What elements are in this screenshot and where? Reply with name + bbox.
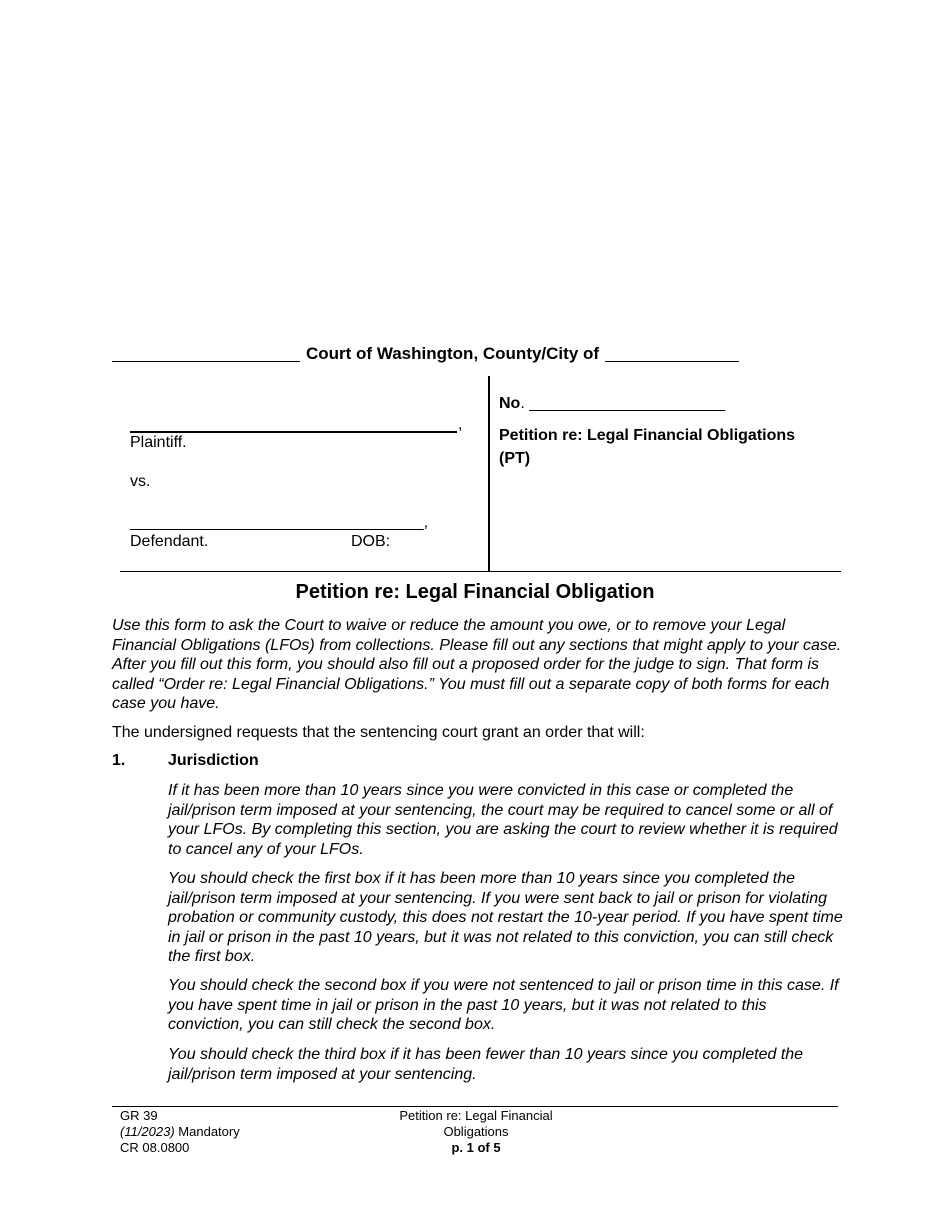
defendant-name-line[interactable]: _________________________________, [130, 514, 429, 531]
plaintiff-label: Plaintiff. [130, 434, 187, 451]
caption-divider [488, 376, 490, 571]
dob-label: DOB: [351, 533, 391, 550]
section-paragraph: You should check the third box if it has been fewer than 10 years since you completed the jail/prison term imposed at your sentencing. [168, 1046, 804, 1083]
footer-date: (11/2023) [120, 1124, 175, 1139]
plaintiff-name-line[interactable] [130, 431, 457, 433]
petition-caption-line2: (PT) [499, 450, 531, 467]
court-header [112, 344, 772, 364]
petition-caption-title [499, 424, 795, 470]
footer-rule-number: GR 39 [120, 1108, 158, 1123]
court-name-blank[interactable] [112, 361, 300, 362]
request-line: The undersigned requests that the sentencing court grant an order that will: [112, 724, 645, 741]
footer-center [370, 1108, 582, 1156]
section-paragraph: You should check the second box if you were not sentenced to jail or prison time in this case. If you have spent time in jail or prison in the past 10 years, but it was not related to this conviction, you can still check the second box. [168, 977, 839, 1034]
footer-date-line [120, 1124, 240, 1140]
case-no-label: No [499, 395, 521, 412]
section-paragraph: If it has been more than 10 years since you were convicted in this case or completed the jail/prison term imposed at your sentencing, the court may be required to cancel some or all of your LFOs. By completing this section, you are asking the court to review whether it is required to cancel any of your LFOs. [168, 782, 838, 858]
footer-title-line1: Petition re: Legal Financial [399, 1108, 553, 1123]
section-paragraph: You should check the first box if it has been more than 10 years since you completed the jail/prison term imposed at your sentencing. If you were sent back to jail or prison for violating probation or community custody, this does not restart the 10-year period. If you have spent time in jail or prison in the past 10 years, but it was not related to this conviction, you can still check the first box. [168, 870, 843, 966]
section-heading: Jurisdiction [168, 752, 259, 769]
petition-caption-line1: Petition re: Legal Financial Obligations [499, 427, 796, 444]
intro-paragraph: Use this form to ask the Court to waive or reduce the amount you owe, or to remove your Legal Financial Obligations (LFOs) from collections. Please fill out any sections that might apply to your case. After you fill out this form, you should also fill out a proposed order for the judge to sign. That form is called “Order re: Legal Financial Obligations.” You must fill out a separate copy of both forms for each case you have. [112, 617, 842, 713]
caption-bottom-rule [120, 571, 841, 572]
section-number: 1. [112, 752, 126, 769]
vs-label: vs. [130, 473, 151, 490]
defendant-label: Defendant. [130, 533, 209, 550]
footer-left [120, 1108, 240, 1156]
footer-page-number: p. 1 of 5 [451, 1140, 501, 1155]
document-title: Petition re: Legal Financial Obligation [295, 581, 655, 603]
footer-rule [112, 1106, 838, 1107]
footer-form-code: CR 08.0800 [120, 1140, 190, 1155]
case-number [499, 395, 725, 413]
footer-title-line2: Obligations [443, 1124, 509, 1139]
plaintiff-comma: , [458, 416, 463, 433]
county-city-blank[interactable] [605, 361, 739, 362]
case-no-blank[interactable]: . ______________________ [520, 395, 725, 412]
footer-mandatory: Mandatory [174, 1124, 240, 1139]
court-title: Court of Washington, County/City of [306, 344, 600, 363]
